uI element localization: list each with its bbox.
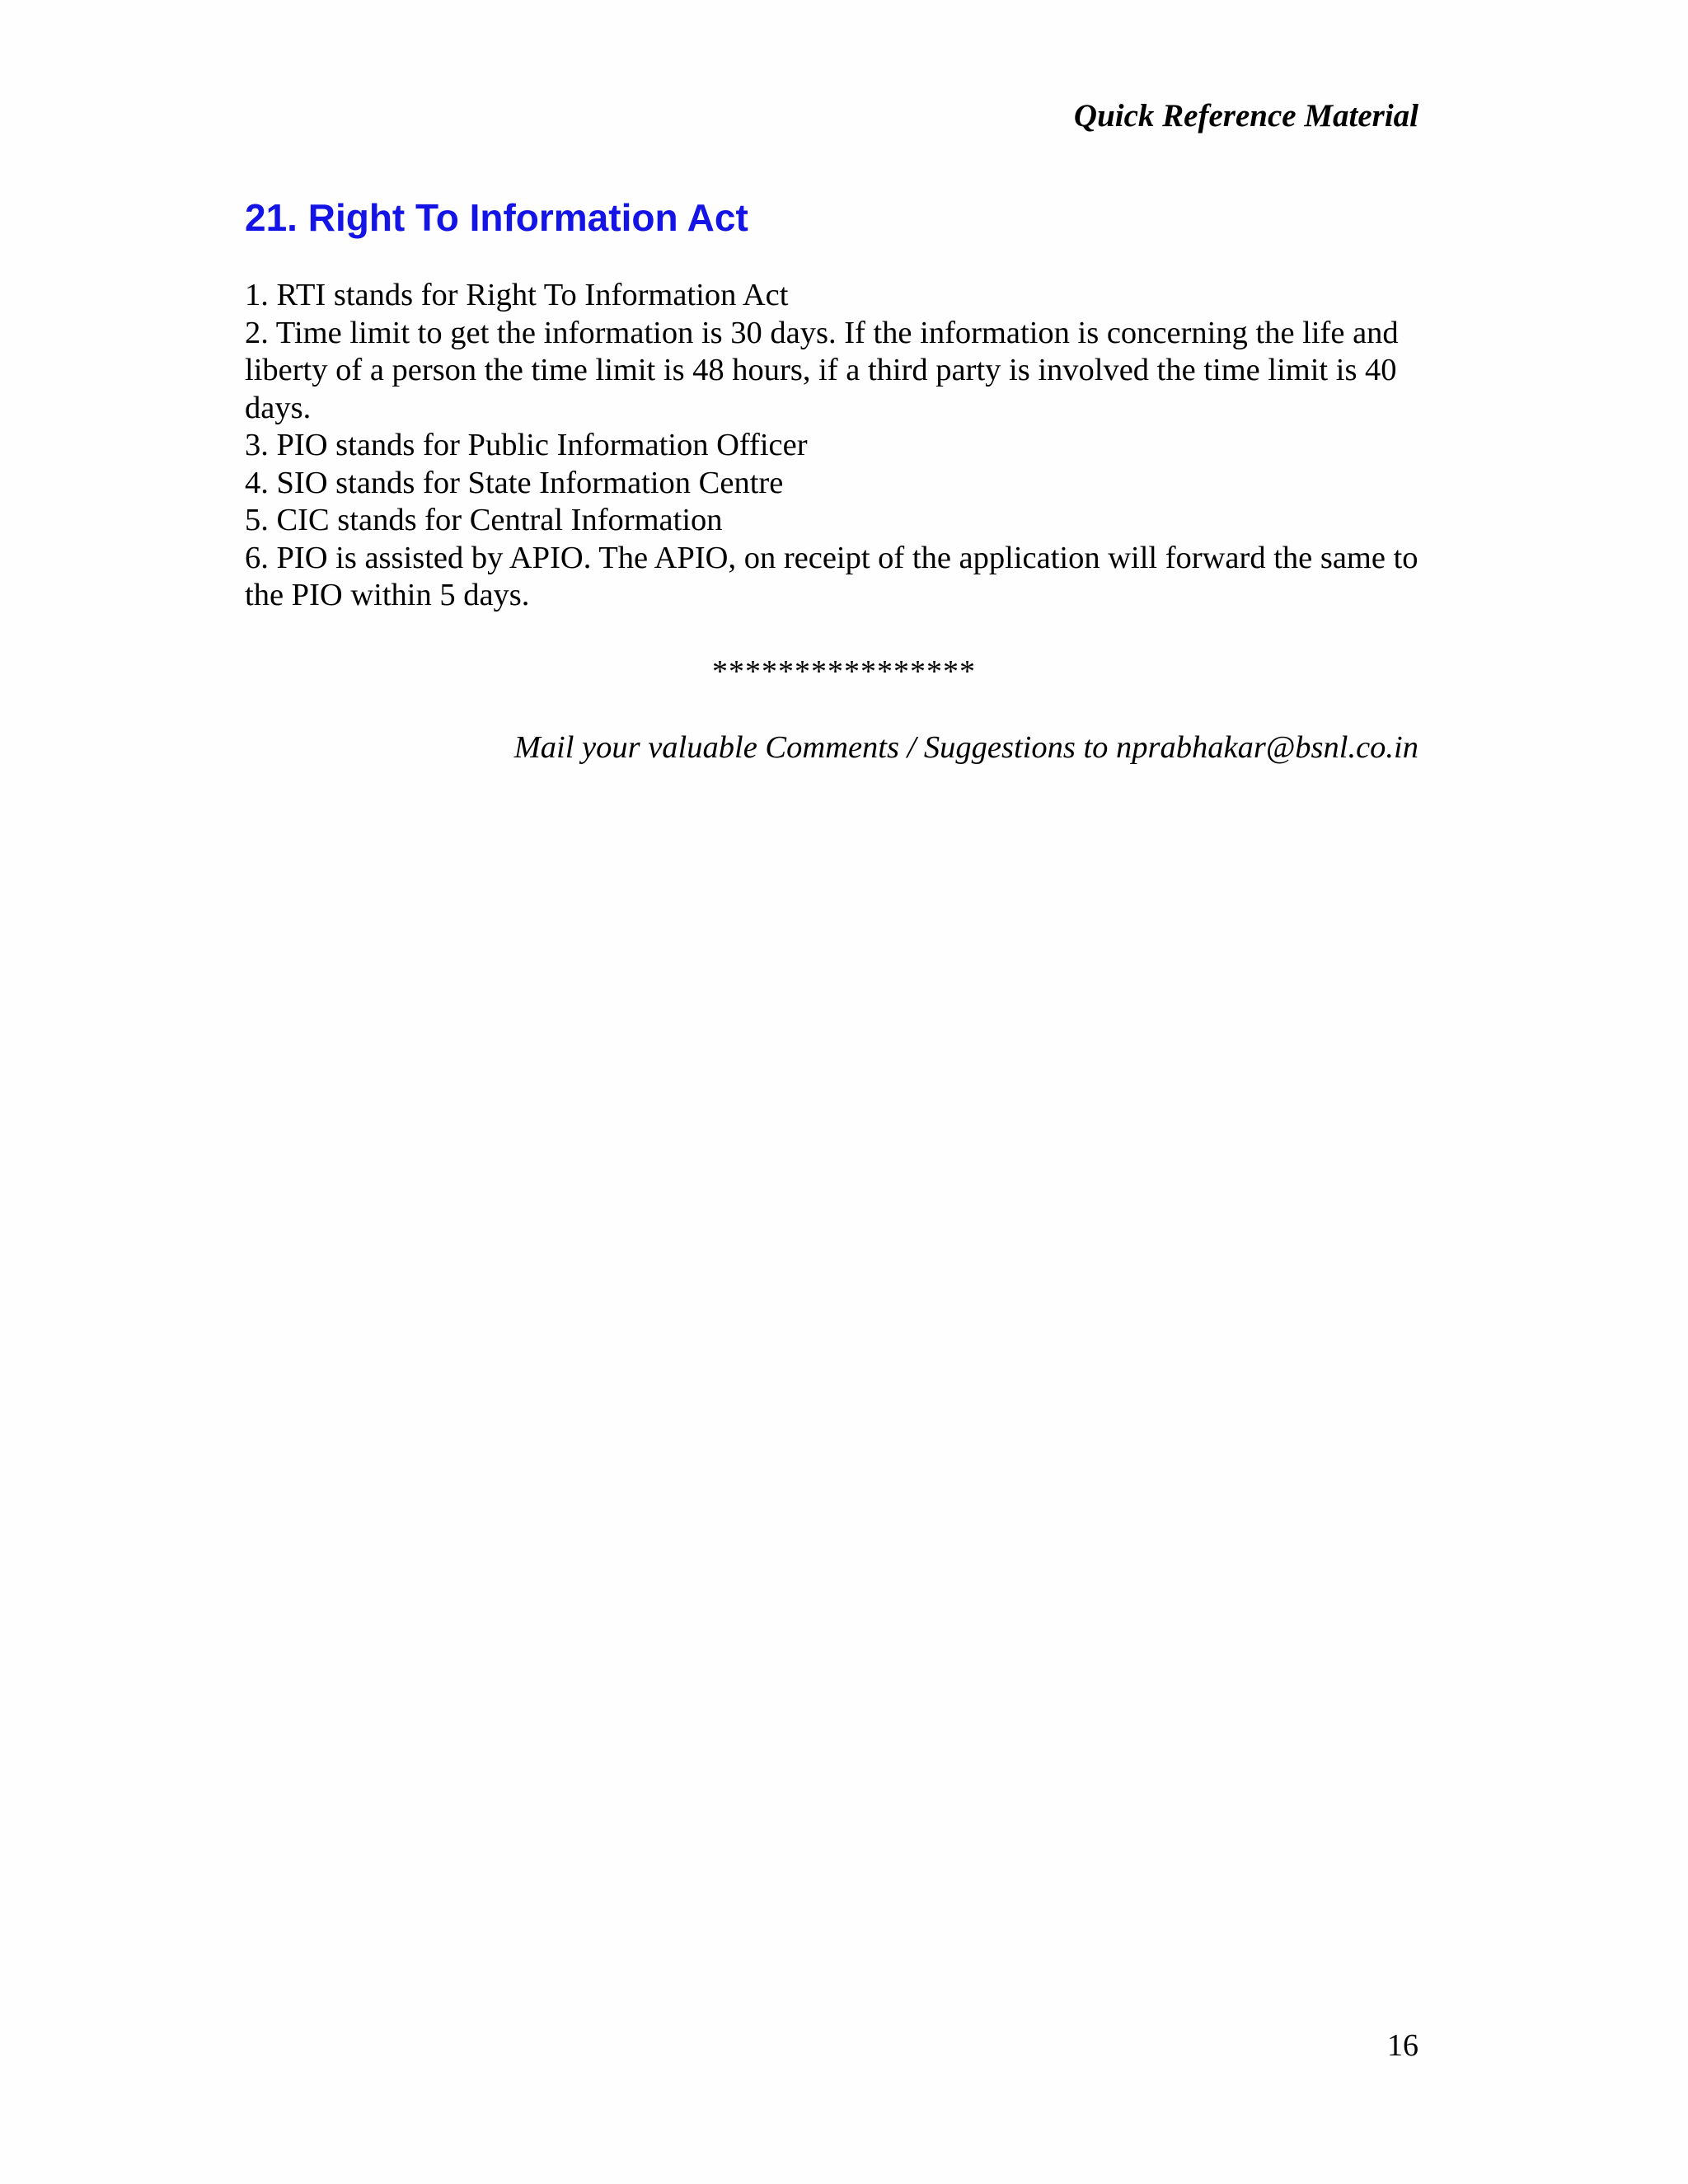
asterisk-separator: **************** — [712, 654, 976, 689]
rti-facts-list — [245, 277, 1432, 615]
list-item: 6. PIO is assisted by APIO. The APIO, on receipt of the application will forward the same to the PIO within 5 days. — [245, 540, 1418, 612]
list-item: 1. RTI stands for Right To Information Act — [245, 278, 789, 312]
page-number: 16 — [1387, 2028, 1418, 2063]
list-item: 2. Time limit to get the information is 30 days. If the information is concerning the life and liberty of a person the time limit is 48 hours, if a third party is involved the time limit is 40 days. — [245, 315, 1399, 425]
list-item: 4. SIO stands for State Information Centre — [245, 465, 784, 500]
running-header: Quick Reference Material — [1073, 98, 1418, 134]
section-title: 21. Right To Information Act — [245, 196, 748, 239]
list-item: 3. PIO stands for Public Information Officer — [245, 428, 808, 462]
feedback-note: Mail your valuable Comments / Suggestions to nprabhakar@bsnl.co.in — [513, 730, 1418, 765]
list-item: 5. CIC stands for Central Information — [245, 503, 723, 537]
